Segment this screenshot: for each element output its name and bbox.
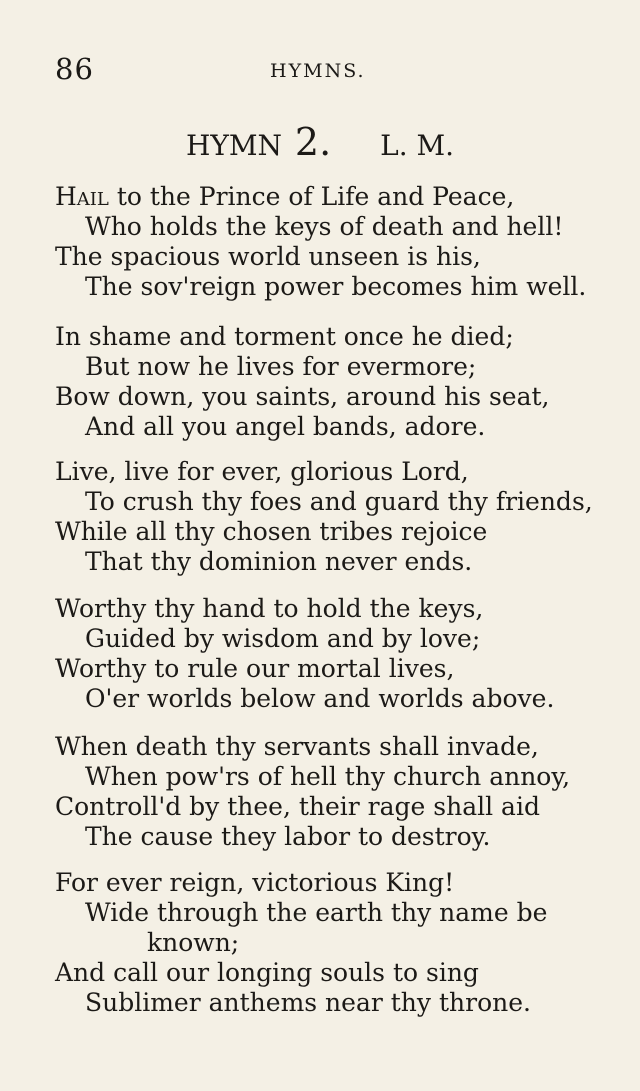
stanza-line: Bow down, you saints, around his seat, xyxy=(55,382,550,411)
stanza-4 xyxy=(55,594,615,714)
stanza-line: For ever reign, victorious King! xyxy=(55,868,455,897)
stanza-line: That thy dominion never ends. xyxy=(85,547,473,576)
stanza-line: Controll'd by thee, their rage shall aid xyxy=(55,792,540,821)
stanza-line: When death thy servants shall invade, xyxy=(55,732,539,761)
stanza-5 xyxy=(55,732,615,852)
hymn-heading xyxy=(0,120,640,164)
hymn-title-word: HYMN xyxy=(185,129,283,162)
stanza-line: Wide through the earth thy name be xyxy=(85,898,548,927)
stanza-line xyxy=(55,182,615,212)
running-head: HYMNS. xyxy=(270,60,366,82)
stanza-line: Who holds the keys of death and hell! xyxy=(85,212,564,241)
hymn-meter: L. M. xyxy=(380,129,455,162)
stanza-line: But now he lives for evermore; xyxy=(85,352,477,381)
stanza-line: When pow'rs of hell thy church annoy, xyxy=(85,762,571,791)
stanza-line: In shame and torment once he died; xyxy=(55,322,514,351)
stanza-line: The spacious world unseen is his, xyxy=(55,242,481,271)
stanza-line: Sublimer anthems near thy throne. xyxy=(85,988,531,1017)
stanza-line: And call our longing souls to sing xyxy=(55,958,479,987)
stanza-line: Worthy thy hand to hold the keys, xyxy=(55,594,484,623)
stanza-line: While all thy chosen tribes rejoice xyxy=(55,517,488,546)
stanza-line: known; xyxy=(147,928,240,957)
stanza-line: To crush thy foes and guard thy friends, xyxy=(85,487,593,516)
stanza-line: O'er worlds below and worlds above. xyxy=(85,684,555,713)
stanza-line: Guided by wisdom and by love; xyxy=(85,624,481,653)
hymn-number: 2. xyxy=(294,120,332,164)
stanza-line: The sov'reign power becomes him well. xyxy=(85,272,587,301)
stanza-1 xyxy=(55,182,615,302)
page-number: 86 xyxy=(55,52,94,86)
first-line-rest: to the Prince of Life and Peace, xyxy=(108,182,515,211)
stanza-line: Worthy to rule our mortal lives, xyxy=(55,654,455,683)
stanza-3 xyxy=(55,457,615,577)
dropcap-word: Hail xyxy=(55,182,109,211)
stanza-line: And all you angel bands, adore. xyxy=(85,412,486,441)
stanza-line: The cause they labor to destroy. xyxy=(85,822,491,851)
stanza-line: Live, live for ever, glorious Lord, xyxy=(55,457,469,486)
stanza-6 xyxy=(55,868,615,1018)
stanza-2 xyxy=(55,322,615,442)
